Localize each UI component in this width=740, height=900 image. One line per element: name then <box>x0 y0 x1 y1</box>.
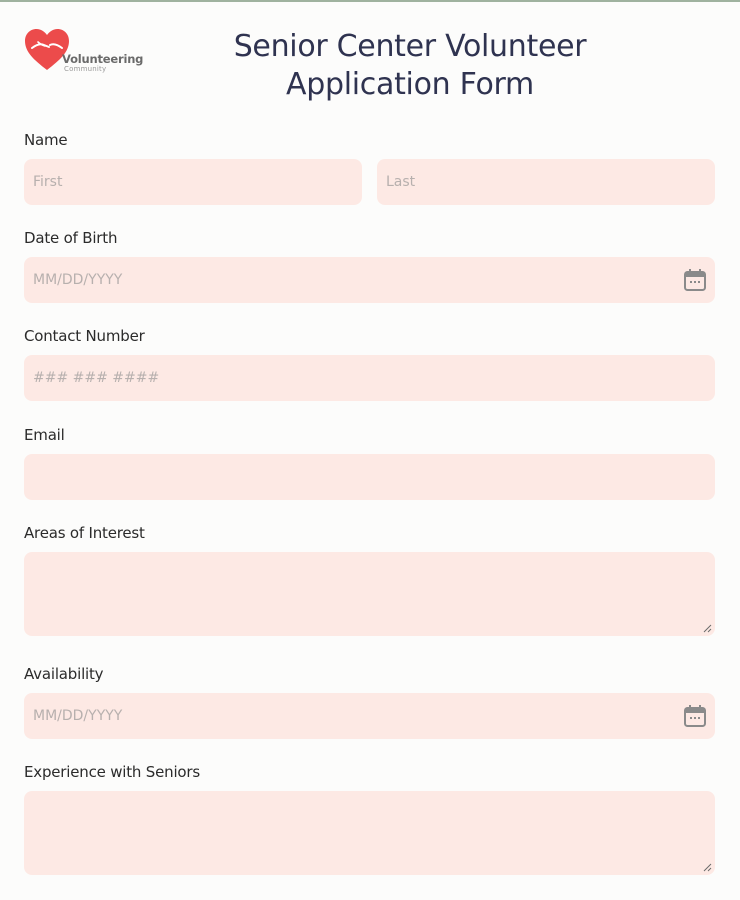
interests-label: Areas of Interest <box>24 524 145 542</box>
availability-field <box>24 664 715 739</box>
resize-handle-icon[interactable] <box>703 624 712 633</box>
resize-handle-icon[interactable] <box>703 863 712 872</box>
first-name-placeholder: First <box>33 174 63 190</box>
interests-textarea[interactable] <box>24 552 715 636</box>
calendar-icon[interactable] <box>684 704 706 728</box>
logo <box>24 28 149 76</box>
dob-placeholder: MM/DD/YYYY <box>33 272 123 288</box>
interests-field <box>24 523 715 636</box>
last-name-placeholder: Last <box>386 174 416 190</box>
title-line-1: Senior Center Volunteer <box>233 29 587 64</box>
availability-input[interactable] <box>24 693 715 739</box>
dob-label: Date of Birth <box>24 229 118 247</box>
availability-label: Availability <box>24 665 104 683</box>
contact-placeholder: ### ### #### <box>33 370 160 386</box>
contact-field <box>24 326 715 401</box>
experience-textarea[interactable] <box>24 791 715 875</box>
email-field <box>24 425 715 500</box>
logo-subtitle: Community <box>64 65 107 73</box>
dob-input[interactable] <box>24 257 715 303</box>
email-input[interactable] <box>24 454 715 500</box>
logo-title: Volunteering <box>62 52 144 66</box>
last-name-input[interactable] <box>377 159 715 205</box>
form-header <box>0 2 740 120</box>
dob-field <box>24 228 715 303</box>
name-label: Name <box>24 131 68 149</box>
calendar-icon[interactable] <box>684 268 706 292</box>
contact-label: Contact Number <box>24 327 145 345</box>
experience-field <box>24 762 715 875</box>
contact-input[interactable] <box>24 355 715 401</box>
experience-label: Experience with Seniors <box>24 763 200 781</box>
name-field <box>24 130 715 205</box>
availability-placeholder: MM/DD/YYYY <box>33 708 123 724</box>
email-label: Email <box>24 426 65 444</box>
title-line-2: Application Form <box>286 67 534 102</box>
page-title <box>150 28 670 104</box>
first-name-input[interactable] <box>24 159 362 205</box>
